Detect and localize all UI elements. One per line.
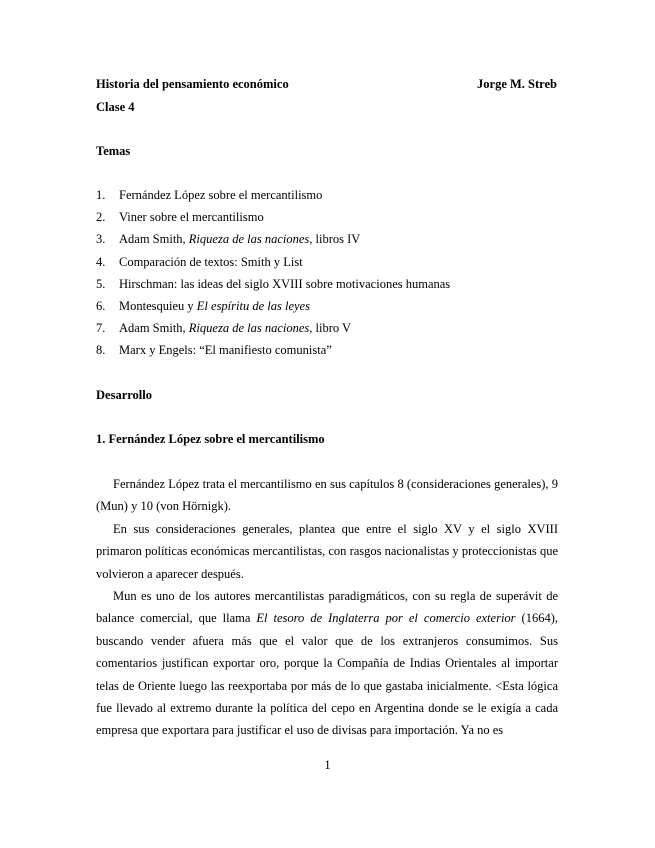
paragraph: En sus consideraciones generales, plantea que entre el siglo XV y el siglo XVIII primaron políticas económicas mercantilistas, con rasgos nacionalistas y proteccionistas que volvieron a aparecer después. bbox=[96, 521, 558, 581]
list-item: 6. Montesquieu y El espíritu de las leyes bbox=[96, 298, 310, 313]
page-number: 1 bbox=[324, 758, 331, 772]
list-item: 3. Adam Smith, Riqueza de las naciones, libros IV bbox=[96, 232, 361, 247]
section-title: 1. Fernández López sobre el mercantilismo bbox=[96, 432, 325, 446]
body-text bbox=[96, 473, 558, 742]
paragraph: Mun es uno de los autores mercantilistas paradigmáticos, con su regla de superávit de balance comercial, que llama El tesoro de Inglaterra por el comercio exterior (1664), buscando vender afuera más que el valor que de los extranjeros consumimos. Sus comentarios justifican exportar oro, porque la Compañía de Indias Orientales al importar telas de Oriente luego las reexportaba por más de lo que gastaba inicialmente. <Esta lógica fue llevado al extremo durante la política del cepo en Argentina donde se le exigía a cada empresa que exportara para justificar el uso de divisas para importación. Ya no es bbox=[96, 589, 558, 738]
list-item: 4. Comparación de textos: Smith y List bbox=[96, 254, 303, 269]
list-item: 8. Marx y Engels: “El manifiesto comunista” bbox=[96, 343, 332, 358]
list-item: 1. Fernández López sobre el mercantilismo bbox=[96, 188, 323, 202]
paragraph: Fernández López trata el mercantilismo en sus capítulos 8 (consideraciones generales), 9 (Mun) y 10 (von Hörnigk). bbox=[96, 477, 558, 514]
list-item: 2. Viner sobre el mercantilismo bbox=[96, 210, 264, 225]
list-item: 7. Adam Smith, Riqueza de las naciones, libro V bbox=[96, 321, 352, 336]
author-name: Jorge M. Streb bbox=[477, 77, 557, 91]
temas-heading: Temas bbox=[96, 144, 131, 158]
list-item: 5. Hirschman: las ideas del siglo XVIII sobre motivaciones humanas bbox=[96, 276, 451, 291]
course-title: Historia del pensamiento económico bbox=[96, 77, 289, 91]
class-label: Clase 4 bbox=[96, 100, 135, 114]
temas-list bbox=[96, 188, 450, 366]
desarrollo-heading: Desarrollo bbox=[96, 388, 153, 402]
